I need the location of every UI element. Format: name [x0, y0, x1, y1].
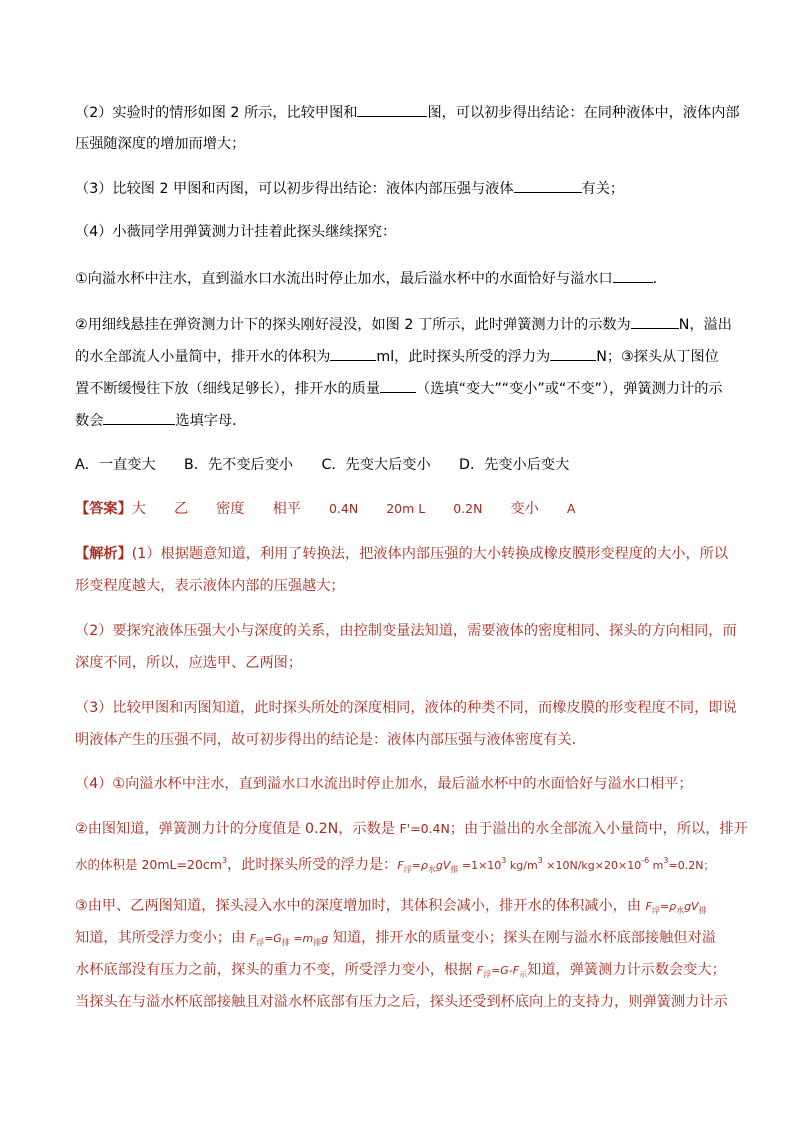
- q4-part1-text: ①向溢水杯中注水，直到溢水口水流出时停止加水，最后溢水杯中的水面恰好与溢水口: [75, 271, 613, 287]
- formula-text: kg/m: [506, 859, 538, 872]
- analysis-line2: 形变程度越大，表示液体内部的压强越大；: [75, 578, 345, 594]
- q4-part3-text-c: 数会: [75, 413, 104, 429]
- analysis-line13: 当探头在与溢水杯底部接触且对溢水杯底部有压力之后，探头还受到杯底向上的支持力，则弹簧测力计示: [75, 994, 728, 1010]
- subscript: 水: [427, 865, 436, 874]
- q4-reading-change-blank[interactable]: [103, 410, 175, 425]
- q4-buoyancy-blank[interactable]: [550, 346, 596, 361]
- formula-symbol: =m: [289, 932, 314, 945]
- formula-symbol: F: [476, 964, 484, 977]
- q4-part3-line1: [75, 378, 723, 399]
- answer-line: [75, 499, 575, 519]
- superscript: 3: [501, 856, 507, 865]
- analysis-text: ③由甲、乙两图知道，探头浸入水中的深度增加时，其体积会减小，排开水的体积减小，由: [75, 898, 646, 914]
- answer-label: 【答案】: [75, 501, 132, 517]
- q4-part2-line2: [75, 346, 719, 367]
- formula-symbol: gV: [684, 900, 699, 913]
- superscript: 3: [221, 856, 228, 865]
- q4-part1: [75, 268, 657, 289]
- q4-intro: （4）小薇同学用弹簧测力计挂着此探头继续探究：: [75, 224, 397, 240]
- q2-line1: [75, 102, 740, 123]
- q3-text-a: （3）比较图 2 甲图和丙图，可以初步得出结论：液体内部压强与液体: [75, 181, 514, 197]
- analysis-line10: [75, 896, 707, 921]
- formula-symbol: gV: [435, 859, 451, 872]
- analysis-line3: （2）要探究液体压强大小与深度的关系，由控制变量法知道，需要液体的密度相同、探头的方向相同，而: [75, 623, 737, 639]
- answer-item: 20m L: [386, 501, 426, 516]
- q2-answer-blank[interactable]: [357, 102, 427, 117]
- answer-item: 变小: [510, 501, 539, 517]
- analysis-line12: [75, 960, 726, 985]
- analysis-line7: （4）①向溢水杯中注水，直到溢水口水流出时停止加水，最后溢水杯中的水面恰好与溢水口相平；: [75, 776, 693, 792]
- answer-item: 密度: [216, 501, 245, 517]
- formula-symbol: =G-F: [491, 964, 520, 977]
- analysis-line5: （3）比较甲图和丙图知道，此时探头所处的深度相同，液体的种类不同，而橡皮膜的形变程度不同，即说: [75, 700, 737, 716]
- analysis-line6: 明液体产生的压强不同，故可初步得出的结论是：液体内部压强与液体密度有关．: [75, 732, 586, 748]
- q4-part2-line1: [75, 314, 732, 335]
- q2-line2: 压强随深度的增加而增大；: [75, 136, 246, 152]
- answer-item: 乙: [173, 501, 189, 517]
- analysis-text: 知道，其所受浮力变小；由: [75, 930, 250, 946]
- formula-symbol: F: [249, 932, 257, 945]
- answer-item: 0.2N: [453, 501, 483, 516]
- q4-mass-blank[interactable]: [380, 378, 416, 393]
- q3-answer-blank[interactable]: [514, 178, 582, 193]
- subscript: 浮: [651, 906, 660, 915]
- formula-text: =1×10: [458, 859, 502, 872]
- q4-part2-text-b: N，溢出: [678, 317, 732, 333]
- q4-part2-text-d: ml，此时探头所受的浮力为: [376, 349, 551, 365]
- analysis-line9: [75, 851, 714, 880]
- answer-item: 相平: [272, 501, 301, 517]
- answer-item: 大: [131, 501, 146, 517]
- q2-text-b: 图，可以初步得出结论：在同种液体中，液体内部: [427, 105, 740, 121]
- subscript: 排: [698, 906, 707, 915]
- subscript: 水: [676, 906, 685, 915]
- analysis-text: 知道，弹簧测力计示数会变大；: [527, 962, 726, 978]
- q2-text-a: （2）实验时的情形如图 2 所示，比较甲图和: [75, 105, 358, 121]
- subscript: 排: [450, 865, 459, 874]
- q4-options: A．一直变大 B．先不变后变小 C．先变大后变小 D．先变小后变大: [75, 457, 570, 473]
- analysis-line11: [75, 928, 716, 953]
- analysis-text: (1）根据题意知道，利用了转换法，把液体内部压强的大小转换成橡皮膜形变程度的大小，所以: [131, 546, 729, 562]
- formula-symbol: =ρ: [659, 900, 677, 913]
- subscript: 示: [519, 970, 528, 979]
- q4-part3-text-d: 选填字母．: [175, 413, 247, 429]
- formula-text: ×10N/kg×20×10: [542, 859, 642, 872]
- q4-part3-text-b: （选填“变大”“变小”或“不变”），弹簧测力计的示: [416, 381, 723, 397]
- superscript: 3: [537, 856, 543, 865]
- subscript: 浮: [483, 970, 492, 979]
- formula-symbol: F: [645, 900, 652, 913]
- q4-volume-blank[interactable]: [330, 346, 376, 361]
- analysis-label: 【解析】: [75, 546, 132, 562]
- formula-symbol: =G: [264, 932, 282, 945]
- subscript: 浮: [403, 865, 412, 874]
- q4-part1-blank[interactable]: [613, 268, 653, 283]
- subscript: 浮: [256, 938, 265, 947]
- analysis-line8: [75, 819, 748, 839]
- formula-text: =0.2N；: [668, 859, 715, 872]
- superscript: 3: [663, 856, 669, 865]
- analysis-text: ②由图知道，弹簧测力计的分度值是 0.2N，示数是: [75, 821, 400, 837]
- formula-symbol: =ρ: [411, 859, 428, 872]
- analysis-line4: 深度不同，所以，应选甲、乙两图；: [75, 655, 303, 671]
- analysis-text: 水杯底部没有压力之前，探头的重力不变，所受浮力变小，根据: [75, 962, 477, 978]
- analysis-text: 水的体积是 20mL=20cm: [75, 857, 222, 872]
- q4-part2-text-c: 的水全部流人小量简中，排开水的体积为: [75, 349, 331, 365]
- q4-part3-line2: [75, 410, 246, 431]
- q4-part2-text-a: ②用细线悬挂在弹资测力计下的探头刚好浸没，如图 2 丁所示，此时弹簧测力计的示数为: [75, 317, 631, 333]
- analysis-text: ；由于溢出的水全部流入小量筒中，所以，排开: [449, 821, 748, 837]
- analysis-formula: F'=0.4N: [399, 821, 450, 836]
- answer-item: A: [566, 501, 576, 516]
- analysis-text: ，此时探头所受的浮力是：: [227, 857, 398, 873]
- analysis-line1: [75, 544, 728, 564]
- q4-reading-blank[interactable]: [631, 314, 679, 329]
- superscript: -6: [641, 856, 650, 865]
- answer-item: 0.4N: [328, 501, 359, 516]
- q3-text-b: 有关；: [581, 181, 625, 197]
- q4-part2-text-e: N；③探头从丁图位: [596, 349, 719, 365]
- subscript: 排: [281, 938, 290, 947]
- q4-part1-end: .: [652, 271, 658, 287]
- subscript: 排: [313, 938, 322, 947]
- formula-symbol: g: [321, 932, 329, 945]
- formula-text: m: [649, 859, 664, 872]
- analysis-text: 知道，排开水的质量变小；探头在刚与溢水杯底部接触但对溢: [328, 930, 716, 946]
- q4-part3-text-a: 置不断缓慢往下放（细线足够长），排开水的质量: [75, 381, 381, 397]
- q3-line1: [75, 178, 624, 199]
- formula-symbol: F: [397, 859, 404, 872]
